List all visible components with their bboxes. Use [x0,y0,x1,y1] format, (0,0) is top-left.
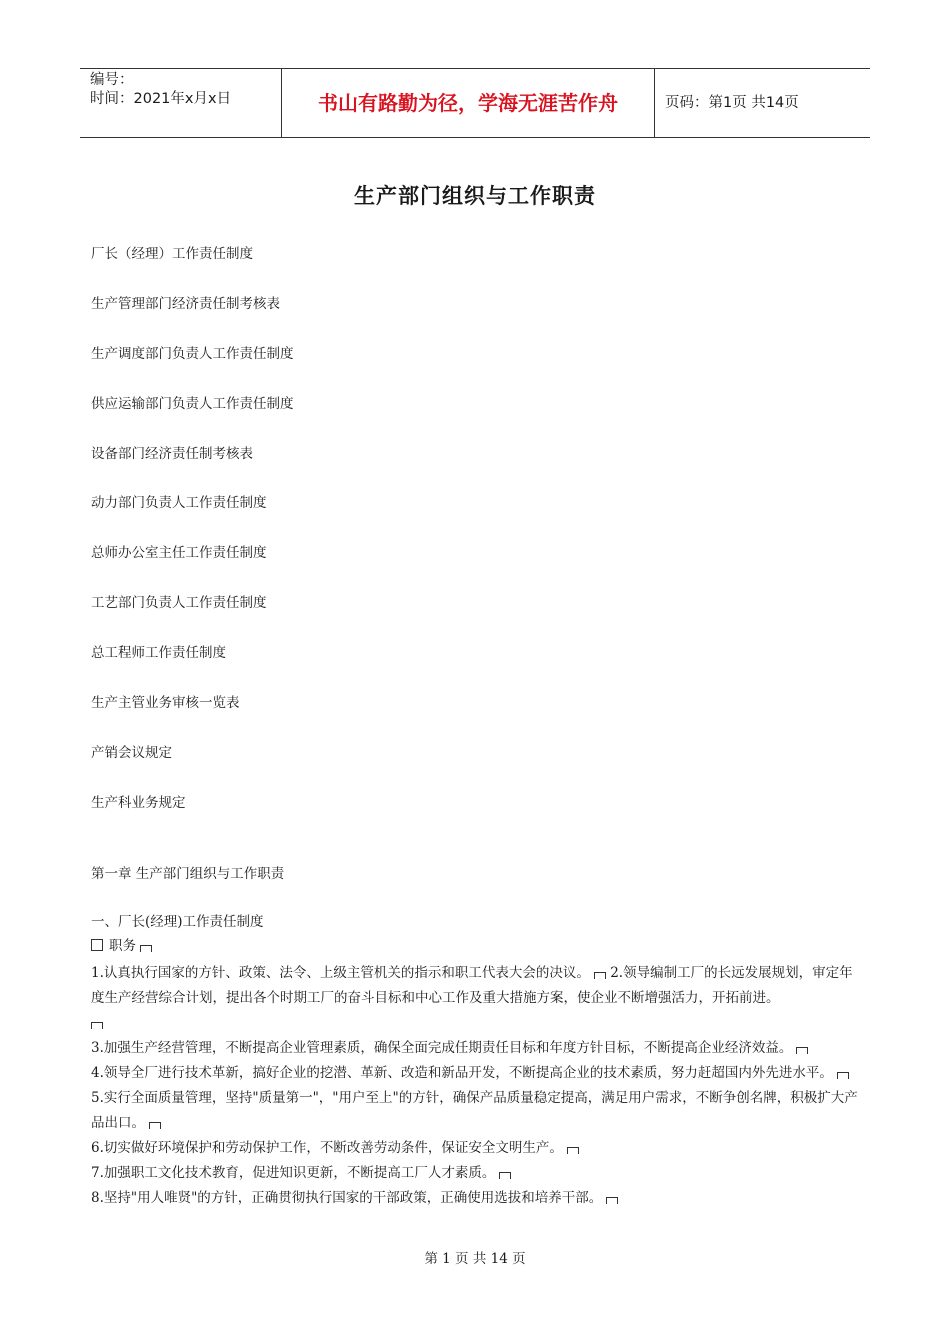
list-item [91,1011,861,1036]
toc-item: 生产调度部门负责人工作责任制度 [91,345,294,362]
table-of-contents [91,244,294,843]
paragraph-mark-icon [91,1022,103,1029]
page-footer: 第 1 页 共 14 页 [424,1251,526,1267]
paragraph-mark-icon [140,945,152,952]
toc-item: 生产主管业务审核一览表 [91,695,240,712]
list-item [91,1086,861,1136]
toc-item: 动力部门负责人工作责任制度 [91,495,267,512]
chapter-heading: 第一章 生产部门组织与工作职责 [91,866,285,882]
duty-label: 职务 [109,938,136,954]
paragraph-mark-icon [796,1047,808,1054]
paragraph-mark-icon [149,1122,161,1129]
paragraph-mark-icon [606,1197,618,1204]
toc-item: 总工程师工作责任制度 [91,645,226,662]
toc-item: 设备部门经济责任制考核表 [91,445,253,462]
section-heading: 一、厂长(经理)工作责任制度 [91,914,264,930]
list-item [91,1186,861,1211]
item-text: 2.领导编制工厂的长远发展规划，审定年度生产经营综合计划，提出各个时期工厂的奋斗目标和中心工作及重大措施方案，使企业不断增强活力，开拓前进。 [91,965,853,1006]
toc-item: 供应运输部门负责人工作责任制度 [91,395,294,412]
item-text: 6.切实做好环境保护和劳动保护工作，不断改善劳动条件，保证安全文明生产。 [91,1140,563,1156]
item-text: 8.坚持"用人唯贤"的方针，正确贯彻执行国家的干部政策，正确使用选拔和培养干部。 [91,1190,603,1206]
header-page-info: 页码：第1页 共14页 [665,95,799,111]
list-item [91,1061,861,1086]
toc-item: 产销会议规定 [91,744,172,761]
page-header [80,68,870,138]
item-text: 4.领导全厂进行技术革新，搞好企业的挖潜、革新、改造和新品开发，不断提高企业的技术素质，努力赶超国内外先进水平。 [91,1065,833,1081]
list-item [91,1136,861,1161]
list-item [91,961,861,1011]
toc-item: 生产科业务规定 [91,794,186,811]
list-item [91,1161,861,1186]
header-motto: 书山有路勤为径，学海无涯苦作舟 [282,69,655,137]
time-label: 时间：2021年x月x日 [90,91,232,107]
list-item [91,1036,861,1061]
checkbox-icon [91,939,103,951]
duties-list [91,961,861,1211]
paragraph-mark-icon [499,1172,511,1179]
duty-heading [91,936,152,956]
toc-item: 总师办公室主任工作责任制度 [91,545,267,562]
toc-item: 厂长（经理）工作责任制度 [91,246,253,262]
document-title: 生产部门组织与工作职责 [354,184,596,208]
item-text: 1.认真执行国家的方针、政策、法令、上级主管机关的指示和职工代表大会的决议。 [91,965,590,981]
header-meta [80,69,282,137]
item-text: 3.加强生产经营管理，不断提高企业管理素质，确保全面完成任期责任目标和年度方针目标，不断提高企业经济效益。 [91,1040,793,1056]
toc-item: 工艺部门负责人工作责任制度 [91,595,267,612]
item-text: 7.加强职工文化技术教育，促进知识更新，不断提高工厂人才素质。 [91,1165,496,1181]
paragraph-mark-icon [837,1072,849,1079]
toc-item: 生产管理部门经济责任制考核表 [91,295,280,312]
item-text: 5.实行全面质量管理，坚持"质量第一"，"用户至上"的方针，确保产品质量稳定提高，满足用户需求，不断争创名牌，积极扩大产品出口。 [91,1090,858,1131]
code-label: 编号： [90,72,134,88]
paragraph-mark-icon [567,1147,579,1154]
paragraph-mark-icon [594,972,606,979]
